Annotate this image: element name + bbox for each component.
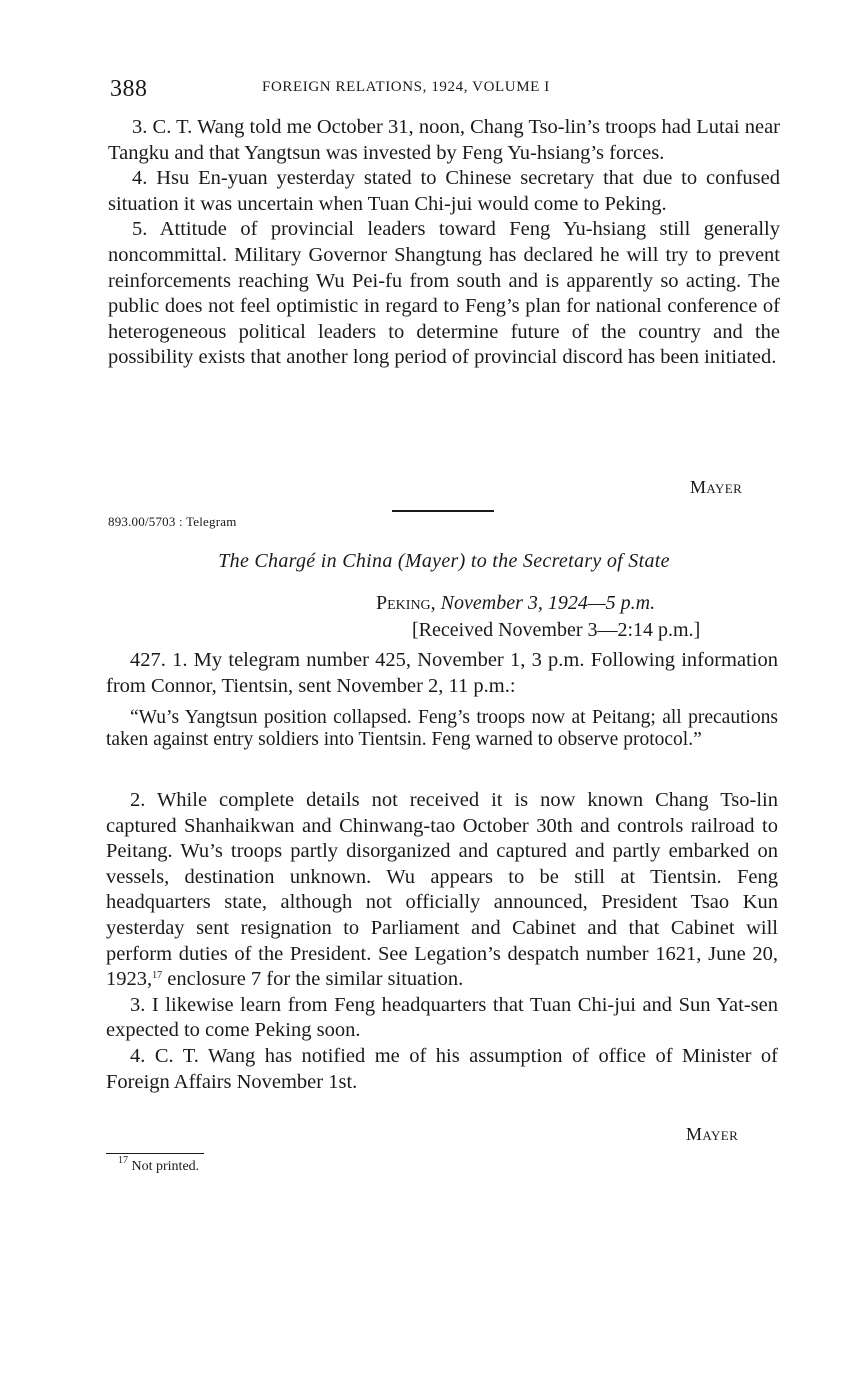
telegram-intro (106, 648, 778, 699)
page-number: 388 (110, 76, 148, 102)
dateline (376, 592, 655, 615)
paragraph-3b: 3. I likewise learn from Feng headquarters that Tuan Chi-jui and Sun Yat-sen expected to come Peking soon. (106, 993, 778, 1042)
dateline-date: November 3, 1924—5 p.m. (440, 592, 656, 614)
signature: Mayer (690, 477, 743, 497)
footnote-number: 17 (118, 1155, 128, 1166)
paragraph-2 (106, 788, 778, 993)
file-reference: 893.00/5703 : Telegram (108, 514, 237, 529)
paragraph-3: 3. C. T. Wang told me October 31, noon, Chang Tso-lin’s troops had Lutai near Tangku and that Yangtsun was invested by Feng Yu-hsiang’s forces. (108, 116, 780, 164)
second-telegram-body (106, 788, 778, 1095)
paragraph-2-tail: enclosure 7 for the similar situation. (162, 968, 464, 991)
paragraph-5: 5. Attitude of provincial leaders toward Feng Yu-hsiang still generally noncommittal. Military Governor Shangtung has declared he will try to prevent reinforcements reaching Wu Pei-fu from south and is apparently so acting. The public does not feel optimistic in regard to Feng’s plan for national conference of heterogeneous political leaders to determine future of the country and the possibility exists that another long period of provincial discord has been initiated. (108, 218, 780, 369)
footnote-text: Not printed. (131, 1159, 200, 1174)
footnote (118, 1155, 200, 1175)
signature-2: Mayer (686, 1124, 739, 1144)
first-telegram-body (108, 115, 780, 371)
received-note: [Received November 3—2:14 p.m.] (412, 619, 701, 641)
paragraph-4b: 4. C. T. Wang has notified me of his assumption of office of Minister of Foreign Affairs November 1st. (106, 1044, 778, 1093)
paragraph-4: 4. Hsu En-yuan yesterday stated to Chinese secretary that due to confused situation it was uncertain when Tuan Chi-jui would come to Peking. (108, 167, 780, 215)
dateline-place: Peking, (376, 592, 436, 614)
section-divider (392, 510, 494, 512)
footnote-reference: 17 (152, 970, 163, 982)
document-title: The Chargé in China (Mayer) to the Secretary of State (218, 550, 670, 572)
paragraph-2-text: 2. While complete details not received it is now known Chang Tso-lin captured Shanhaikwan and Chinwang-tao October 30th and controls railroad to Peitang. Wu’s troops partly disorganized and captured and partly embarked on vessels, destination unknown. Wu appears to be still at Tientsin. Feng headquarters state, although not officially announced, President Tsao Kun yesterday sent resignation to Parliament and Cabinet and that Cabinet will perform duties of the President. See Legation’s despatch number 1621, June 20, 1923, (106, 789, 778, 991)
running-head: FOREIGN RELATIONS, 1924, VOLUME I (262, 79, 550, 95)
quote-text: “Wu’s Yangtsun position collapsed. Feng’s troops now at Peitang; all precautions taken against entry soldiers into Tientsin. Feng warned to observe protocol.” (106, 707, 778, 750)
footnote-divider (106, 1153, 204, 1154)
paragraph-427: 427. 1. My telegram number 425, November 1, 3 p.m. Following information from Connor, Tientsin, sent November 2, 11 p.m.: (106, 649, 778, 697)
quoted-message (106, 707, 778, 750)
